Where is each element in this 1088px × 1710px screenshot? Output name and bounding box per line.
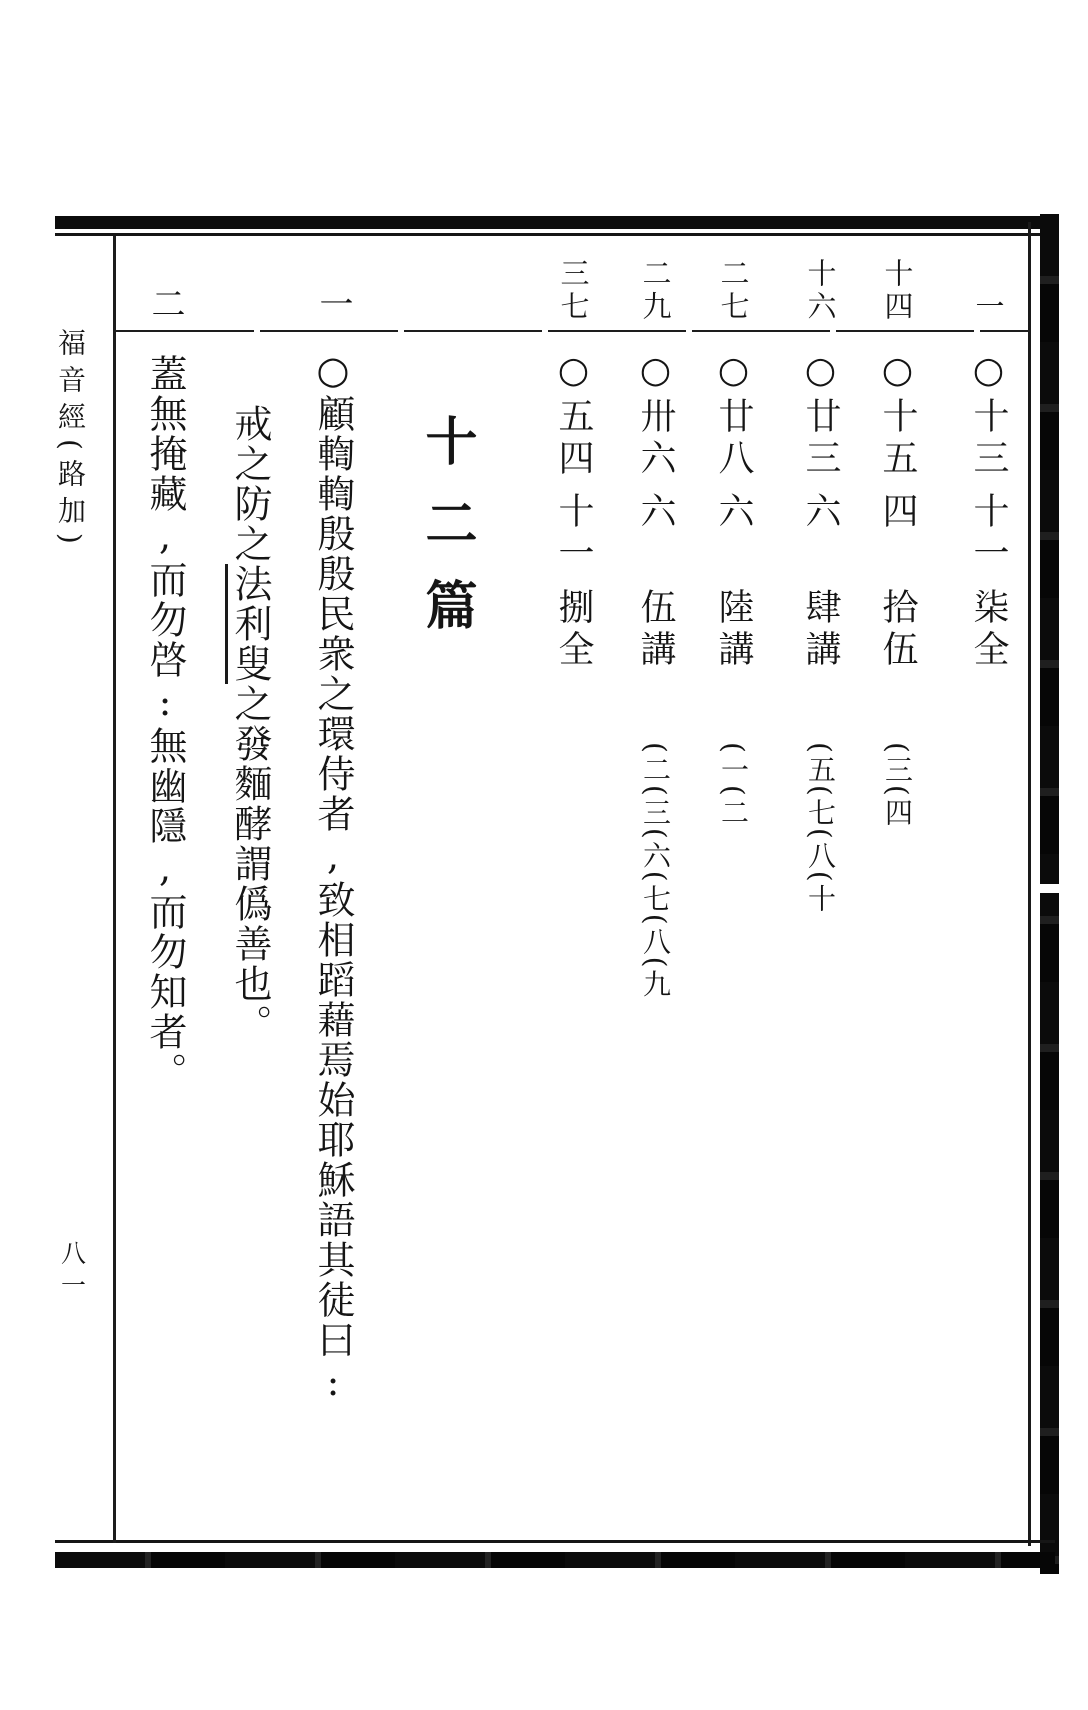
index-col-1-lesson: 柒全 — [968, 588, 1009, 672]
index-col-5-refs: (二(三(六(七(八(九 — [639, 742, 672, 1000]
frame-right-thin-border — [1028, 222, 1031, 1546]
index-col-5-page: ○卅六 — [635, 350, 676, 481]
chapter-heading: 十二篇 — [416, 414, 477, 660]
section-1-number: 一 — [313, 286, 353, 324]
proper-name-mark: 法利叟 — [225, 564, 272, 684]
section-1-line-2-post: 之發麵酵謂僞善也。 — [228, 684, 272, 1044]
frame-top-thick-border — [55, 216, 1055, 229]
index-col-3-count: 六 — [800, 492, 841, 534]
frame-right-thick-border — [1040, 214, 1059, 1574]
index-col-2-refs: (三(四 — [881, 742, 914, 828]
index-col-4-verse: 二七 — [716, 258, 751, 324]
section-1-line-1: ○顧輷輷殷殷民衆之環侍者,致相蹈藉焉始耶穌語其徒曰: — [311, 348, 355, 1406]
frame-bottom-thick-border — [55, 1552, 1055, 1568]
frame-top-thin-border — [55, 233, 1055, 236]
index-col-6-page: ○五四 — [553, 350, 594, 481]
index-col-3-refs: (五(七(八(十 — [804, 742, 837, 914]
index-col-1-count: 十一 — [968, 492, 1009, 576]
book-margin-title — [48, 328, 92, 553]
index-col-1 — [964, 238, 1012, 1548]
index-col-5 — [631, 238, 679, 1548]
index-col-4 — [709, 238, 757, 1548]
index-col-6 — [549, 238, 597, 1548]
index-col-4-lesson: 陸講 — [713, 588, 754, 672]
index-col-3 — [796, 238, 844, 1548]
index-col-3-verse: 十六 — [803, 258, 838, 324]
index-col-2 — [873, 238, 921, 1548]
index-col-5-verse: 二九 — [638, 258, 673, 324]
index-col-6-count: 十一 — [553, 492, 594, 576]
frame-right-border-gap — [1038, 884, 1060, 893]
index-col-1-verse: 一 — [971, 291, 1006, 324]
index-col-4-refs: (一(二 — [717, 742, 750, 828]
index-col-6-verse: 三七 — [556, 258, 591, 324]
index-col-6-lesson: 捌全 — [553, 588, 594, 672]
index-col-3-lesson: 肆講 — [800, 588, 841, 672]
index-col-2-verse: 十四 — [880, 258, 915, 324]
page-number: 八一 — [57, 1240, 87, 1304]
index-col-4-page: ○廿八 — [713, 350, 754, 481]
section-2-number: 二 — [145, 286, 185, 324]
index-col-2-page: ○十五 — [877, 350, 918, 481]
index-col-2-count: 四 — [877, 492, 918, 534]
margin-divider-line — [113, 236, 116, 1543]
index-col-5-lesson: 伍講 — [635, 588, 676, 672]
margin-title-text: 福音經(路加) — [54, 328, 87, 553]
index-col-5-count: 六 — [635, 492, 676, 534]
index-col-2-lesson: 拾伍 — [877, 588, 918, 672]
section-1-line-2 — [226, 404, 274, 1044]
index-col-4-count: 六 — [713, 492, 754, 534]
section-1-line-2-pre: 戒之防之 — [228, 404, 272, 564]
section-2-text: 蓋無掩藏,而勿啓:無幽隱,而勿知者。 — [143, 354, 187, 1092]
index-col-1-page: ○十三 — [968, 350, 1009, 481]
index-col-3-page: ○廿三 — [800, 350, 841, 481]
